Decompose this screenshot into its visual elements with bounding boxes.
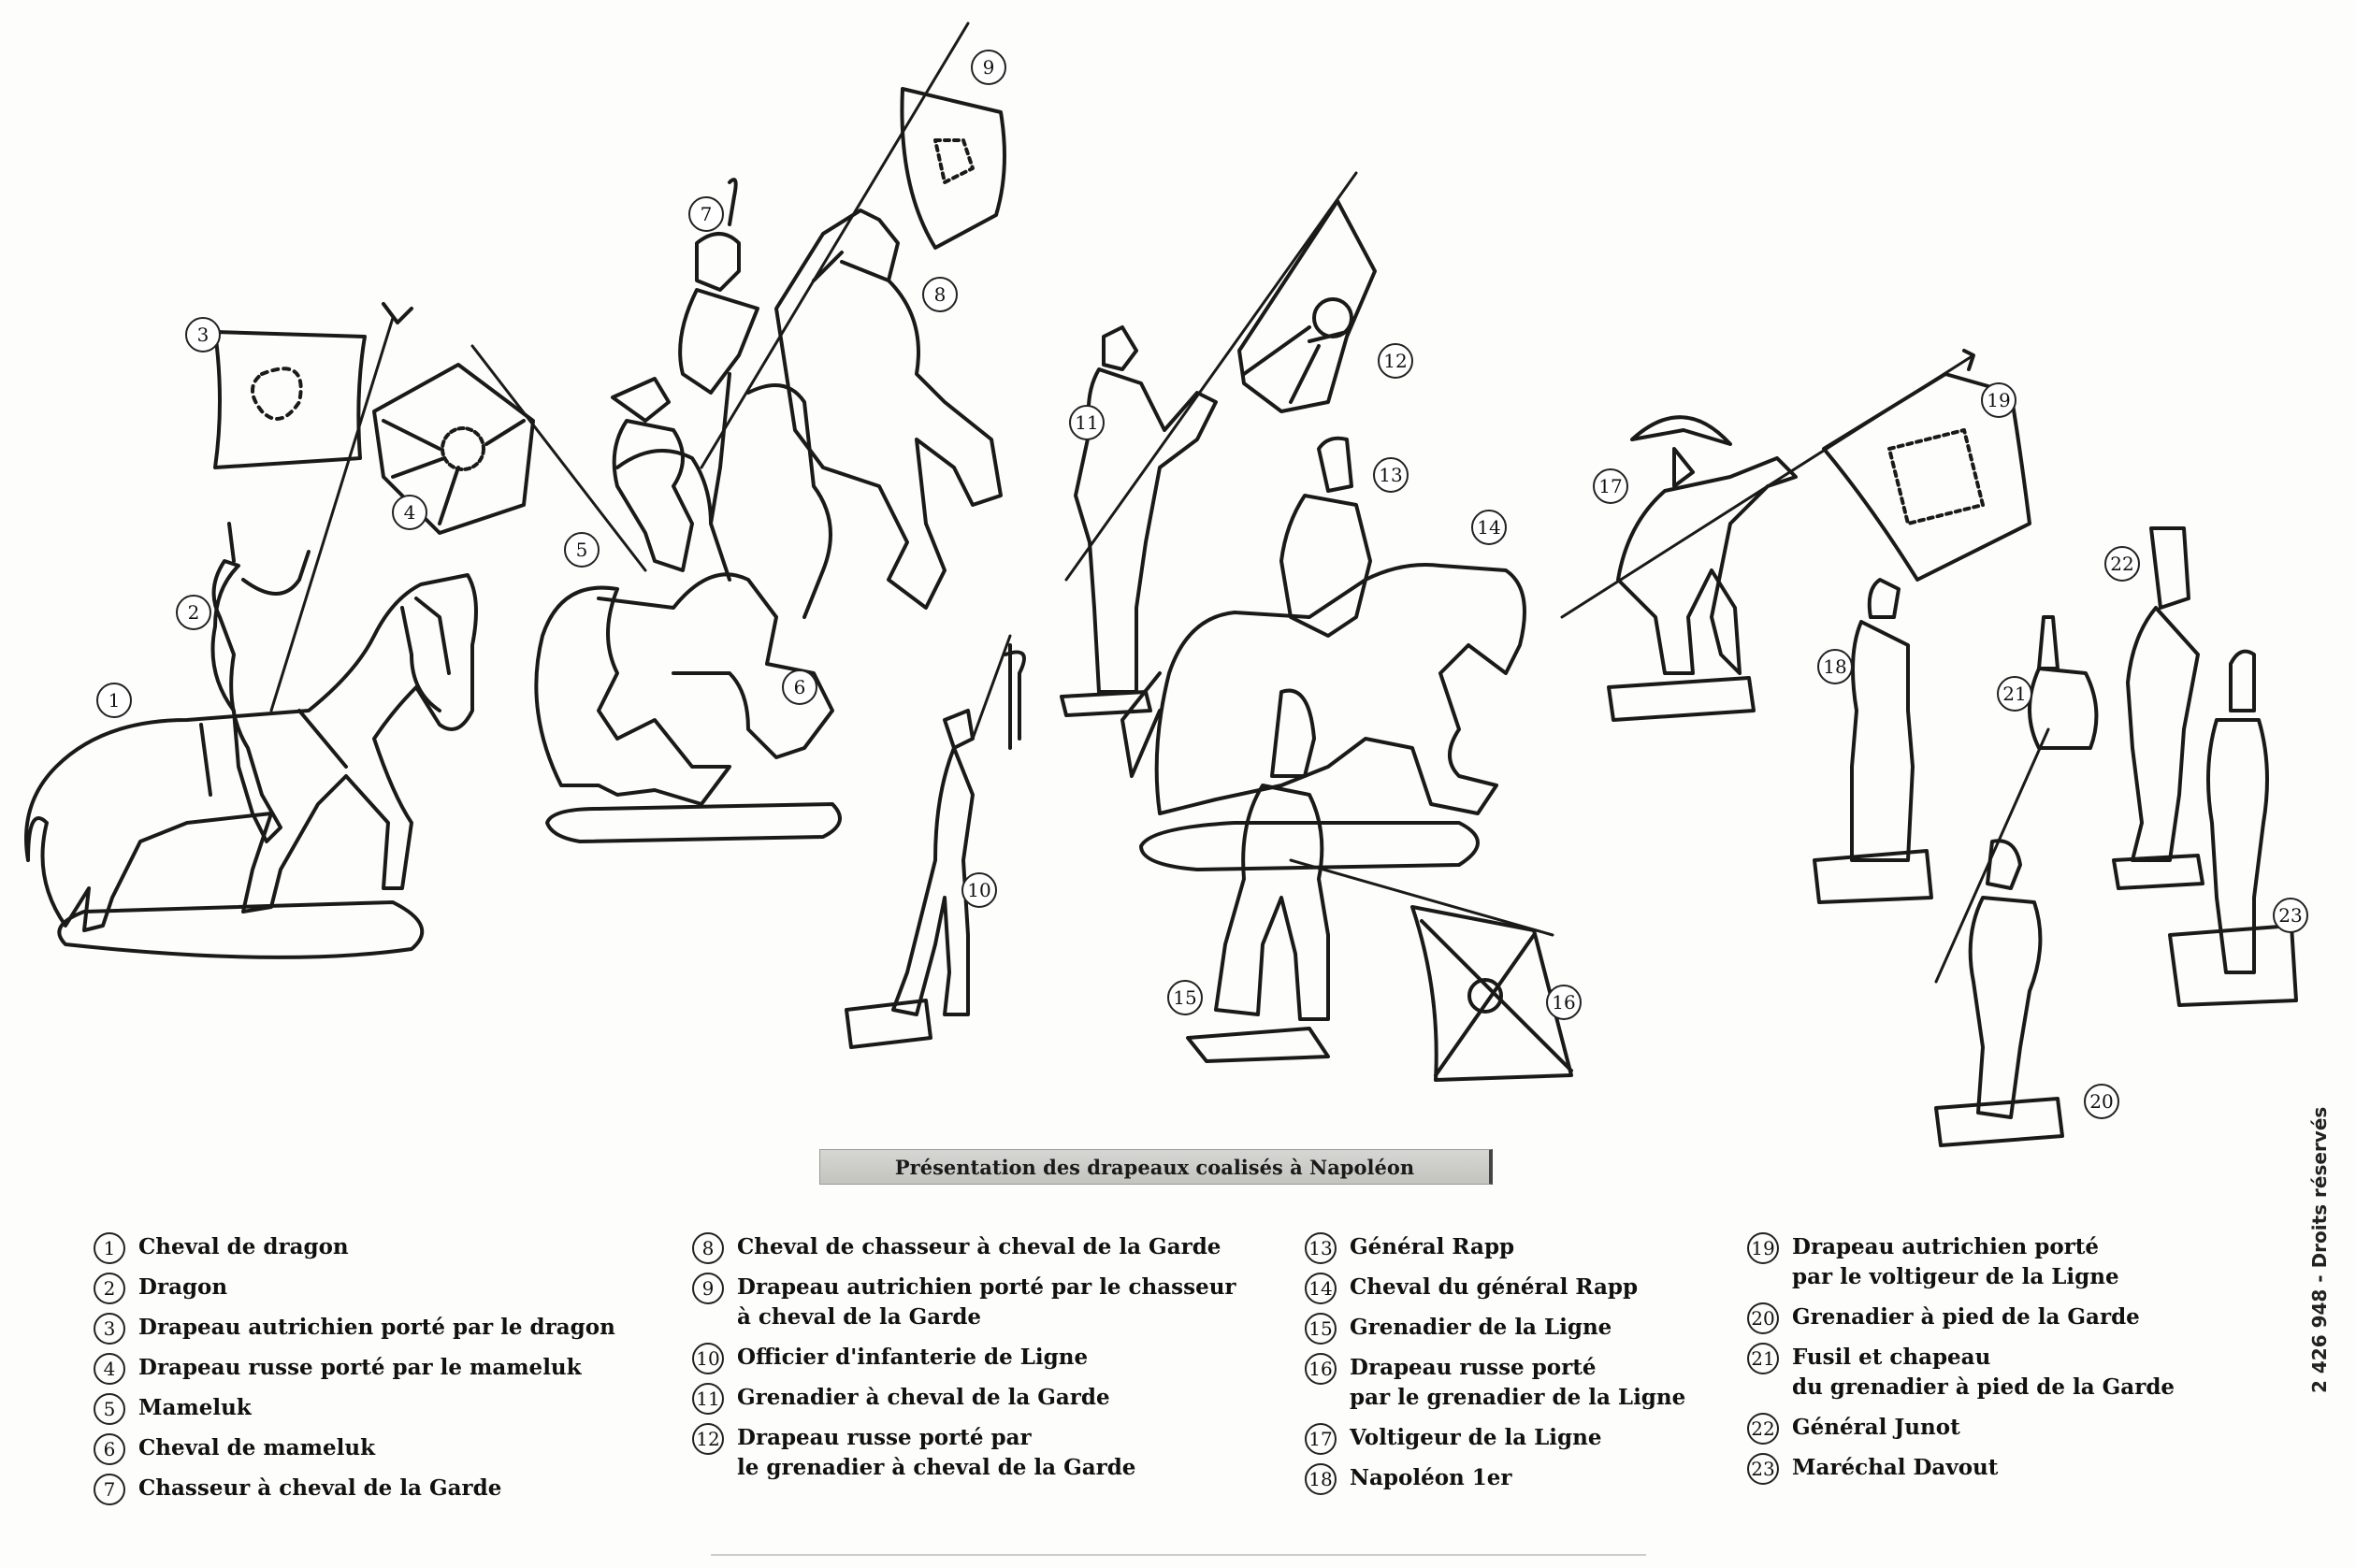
marker-17: 17 <box>1593 468 1628 504</box>
legend-text: Drapeau autrichien porté <box>1792 1234 2100 1259</box>
divider <box>711 1554 1646 1556</box>
marker-13: 13 <box>1373 457 1409 493</box>
marker-7: 7 <box>688 196 724 232</box>
legend-item-19 <box>1747 1232 2175 1292</box>
legend-number-12: 12 <box>692 1423 724 1455</box>
legend-number-17: 17 <box>1305 1423 1337 1455</box>
legend-number-7: 7 <box>94 1474 125 1505</box>
marker-16: 16 <box>1546 985 1582 1020</box>
marker-10: 10 <box>961 872 997 908</box>
legend-number-20: 20 <box>1747 1302 1779 1334</box>
legend-text: Drapeau russe porté <box>1350 1355 1597 1380</box>
marker-3: 3 <box>185 317 221 352</box>
chasseur-figure <box>680 180 758 524</box>
russian-flag-grenadier <box>1066 173 1375 580</box>
chasseur-horse-figure <box>776 210 1001 608</box>
legend-item-11 <box>692 1383 1236 1413</box>
marker-18: 18 <box>1817 649 1853 684</box>
legend-item-23 <box>1747 1453 2175 1483</box>
marker-11: 11 <box>1069 405 1105 440</box>
marker-9: 9 <box>971 50 1006 85</box>
legend-number-9: 9 <box>692 1273 724 1304</box>
legend-item-14 <box>1305 1273 1685 1302</box>
legend-number-1: 1 <box>94 1232 125 1264</box>
legend-column-3 <box>1305 1232 1685 1503</box>
horse-dragon-figure <box>26 575 476 957</box>
legend-number-14: 14 <box>1305 1273 1337 1304</box>
legend-item-13 <box>1305 1232 1685 1262</box>
legend-text: Cheval du général Rapp <box>1350 1274 1639 1300</box>
marker-19: 19 <box>1981 382 2016 418</box>
legend-number-3: 3 <box>94 1313 125 1345</box>
legend-text: Drapeau autrichien porté par le dragon <box>138 1315 615 1340</box>
legend-item-4 <box>94 1353 615 1383</box>
legend-text: Dragon <box>138 1274 228 1300</box>
legend-text: par le voltigeur de la Ligne <box>1792 1264 2119 1289</box>
mameluk-horse-figure <box>536 385 840 842</box>
marker-12: 12 <box>1378 343 1413 379</box>
legend-text: Grenadier de la Ligne <box>1350 1315 1612 1340</box>
legend-number-22: 22 <box>1747 1413 1779 1445</box>
legend-text: Napoléon 1er <box>1350 1465 1512 1490</box>
legend-number-4: 4 <box>94 1353 125 1385</box>
legend-text: Fusil et chapeau <box>1792 1345 1991 1370</box>
legend-number-5: 5 <box>94 1393 125 1425</box>
legend-item-7 <box>94 1474 615 1503</box>
legend-item-2 <box>94 1273 615 1302</box>
legend-item-18 <box>1305 1463 1685 1493</box>
legend-text: Drapeau autrichien porté par le chasseur <box>737 1274 1236 1300</box>
legend-text: Cheval de chasseur à cheval de la Garde <box>737 1234 1221 1259</box>
guard-grenadier-figure <box>1936 729 2062 1145</box>
legend-item-5 <box>94 1393 615 1423</box>
legend-number-11: 11 <box>692 1383 724 1415</box>
legend-item-22 <box>1747 1413 2175 1443</box>
marker-1: 1 <box>96 683 132 718</box>
russian-flag-mameluk <box>374 346 645 570</box>
legend-text: Voltigeur de la Ligne <box>1350 1425 1602 1450</box>
legend-item-10 <box>692 1343 1236 1373</box>
legend-text: du grenadier à pied de la Garde <box>1792 1374 2175 1400</box>
marker-21: 21 <box>1997 676 2032 712</box>
legend-item-21 <box>1747 1343 2175 1403</box>
legend-number-13: 13 <box>1305 1232 1337 1264</box>
legend-item-9 <box>692 1273 1236 1332</box>
marker-15: 15 <box>1167 980 1203 1015</box>
officer-line-figure <box>846 636 1024 1047</box>
copyright-notice: 2 426 948 - Droits réservés <box>2308 1106 2331 1393</box>
legend-item-15 <box>1305 1313 1685 1343</box>
legend-item-17 <box>1305 1423 1685 1453</box>
legend-item-12 <box>692 1423 1236 1483</box>
marker-4: 4 <box>392 495 427 530</box>
legend-item-20 <box>1747 1302 2175 1332</box>
marker-14: 14 <box>1471 510 1507 545</box>
legend-text: Grenadier à pied de la Garde <box>1792 1304 2140 1330</box>
legend-item-6 <box>94 1433 615 1463</box>
general-junot-figure <box>2114 528 2203 888</box>
legend-text: à cheval de la Garde <box>737 1304 982 1330</box>
legend-number-19: 19 <box>1747 1232 1779 1264</box>
rapp-horse-figure <box>1122 565 1525 870</box>
legend-text: Cheval de mameluk <box>138 1435 375 1460</box>
legend-number-8: 8 <box>692 1232 724 1264</box>
marker-20: 20 <box>2084 1084 2119 1119</box>
austrian-flag-dragoon <box>215 304 412 711</box>
voltigeur-figure <box>1562 355 1973 720</box>
austrian-flag-chasseur <box>701 23 1005 468</box>
legend-column-4 <box>1747 1232 2175 1493</box>
legend-column-1 <box>94 1232 615 1514</box>
dragoon-figure <box>213 524 310 842</box>
guard-musket-hat-figure <box>2030 617 2096 748</box>
legend-item-3 <box>94 1313 615 1343</box>
legend-item-1 <box>94 1232 615 1262</box>
legend-text: Général Rapp <box>1350 1234 1515 1259</box>
napoleon-figure <box>1814 580 1931 902</box>
legend-text: Général Junot <box>1792 1415 1960 1440</box>
legend-text: le grenadier à cheval de la Garde <box>737 1455 1136 1480</box>
legend-item-16 <box>1305 1353 1685 1413</box>
title-banner: Présentation des drapeaux coalisés à Napoléon <box>819 1149 1493 1185</box>
marker-5: 5 <box>564 532 600 568</box>
legend-text: Chasseur à cheval de la Garde <box>138 1475 502 1501</box>
legend-text: Mameluk <box>138 1395 252 1420</box>
legend-number-6: 6 <box>94 1433 125 1465</box>
legend-text: Grenadier à cheval de la Garde <box>737 1385 1110 1410</box>
marker-22: 22 <box>2104 546 2140 582</box>
legend-text: Drapeau russe porté par <box>737 1425 1032 1450</box>
legend-item-8 <box>692 1232 1236 1262</box>
legend-number-21: 21 <box>1747 1343 1779 1374</box>
legend-number-15: 15 <box>1305 1313 1337 1345</box>
marker-23: 23 <box>2273 898 2308 933</box>
horse-grenadier-figure <box>1062 327 1216 715</box>
legend-text: Drapeau russe porté par le mameluk <box>138 1355 582 1380</box>
legend-column-2 <box>692 1232 1236 1493</box>
legend-text: Officier d'infanterie de Ligne <box>737 1345 1089 1370</box>
legend-text: par le grenadier de la Ligne <box>1350 1385 1686 1410</box>
marker-2: 2 <box>176 595 211 630</box>
legend-number-2: 2 <box>94 1273 125 1304</box>
marker-8: 8 <box>922 277 958 312</box>
legend-text: Maréchal Davout <box>1792 1455 1999 1480</box>
legend-number-23: 23 <box>1747 1453 1779 1485</box>
legend-number-10: 10 <box>692 1343 724 1374</box>
legend-text: Cheval de dragon <box>138 1234 349 1259</box>
marker-6: 6 <box>782 669 817 705</box>
legend-number-18: 18 <box>1305 1463 1337 1495</box>
legend-number-16: 16 <box>1305 1353 1337 1385</box>
